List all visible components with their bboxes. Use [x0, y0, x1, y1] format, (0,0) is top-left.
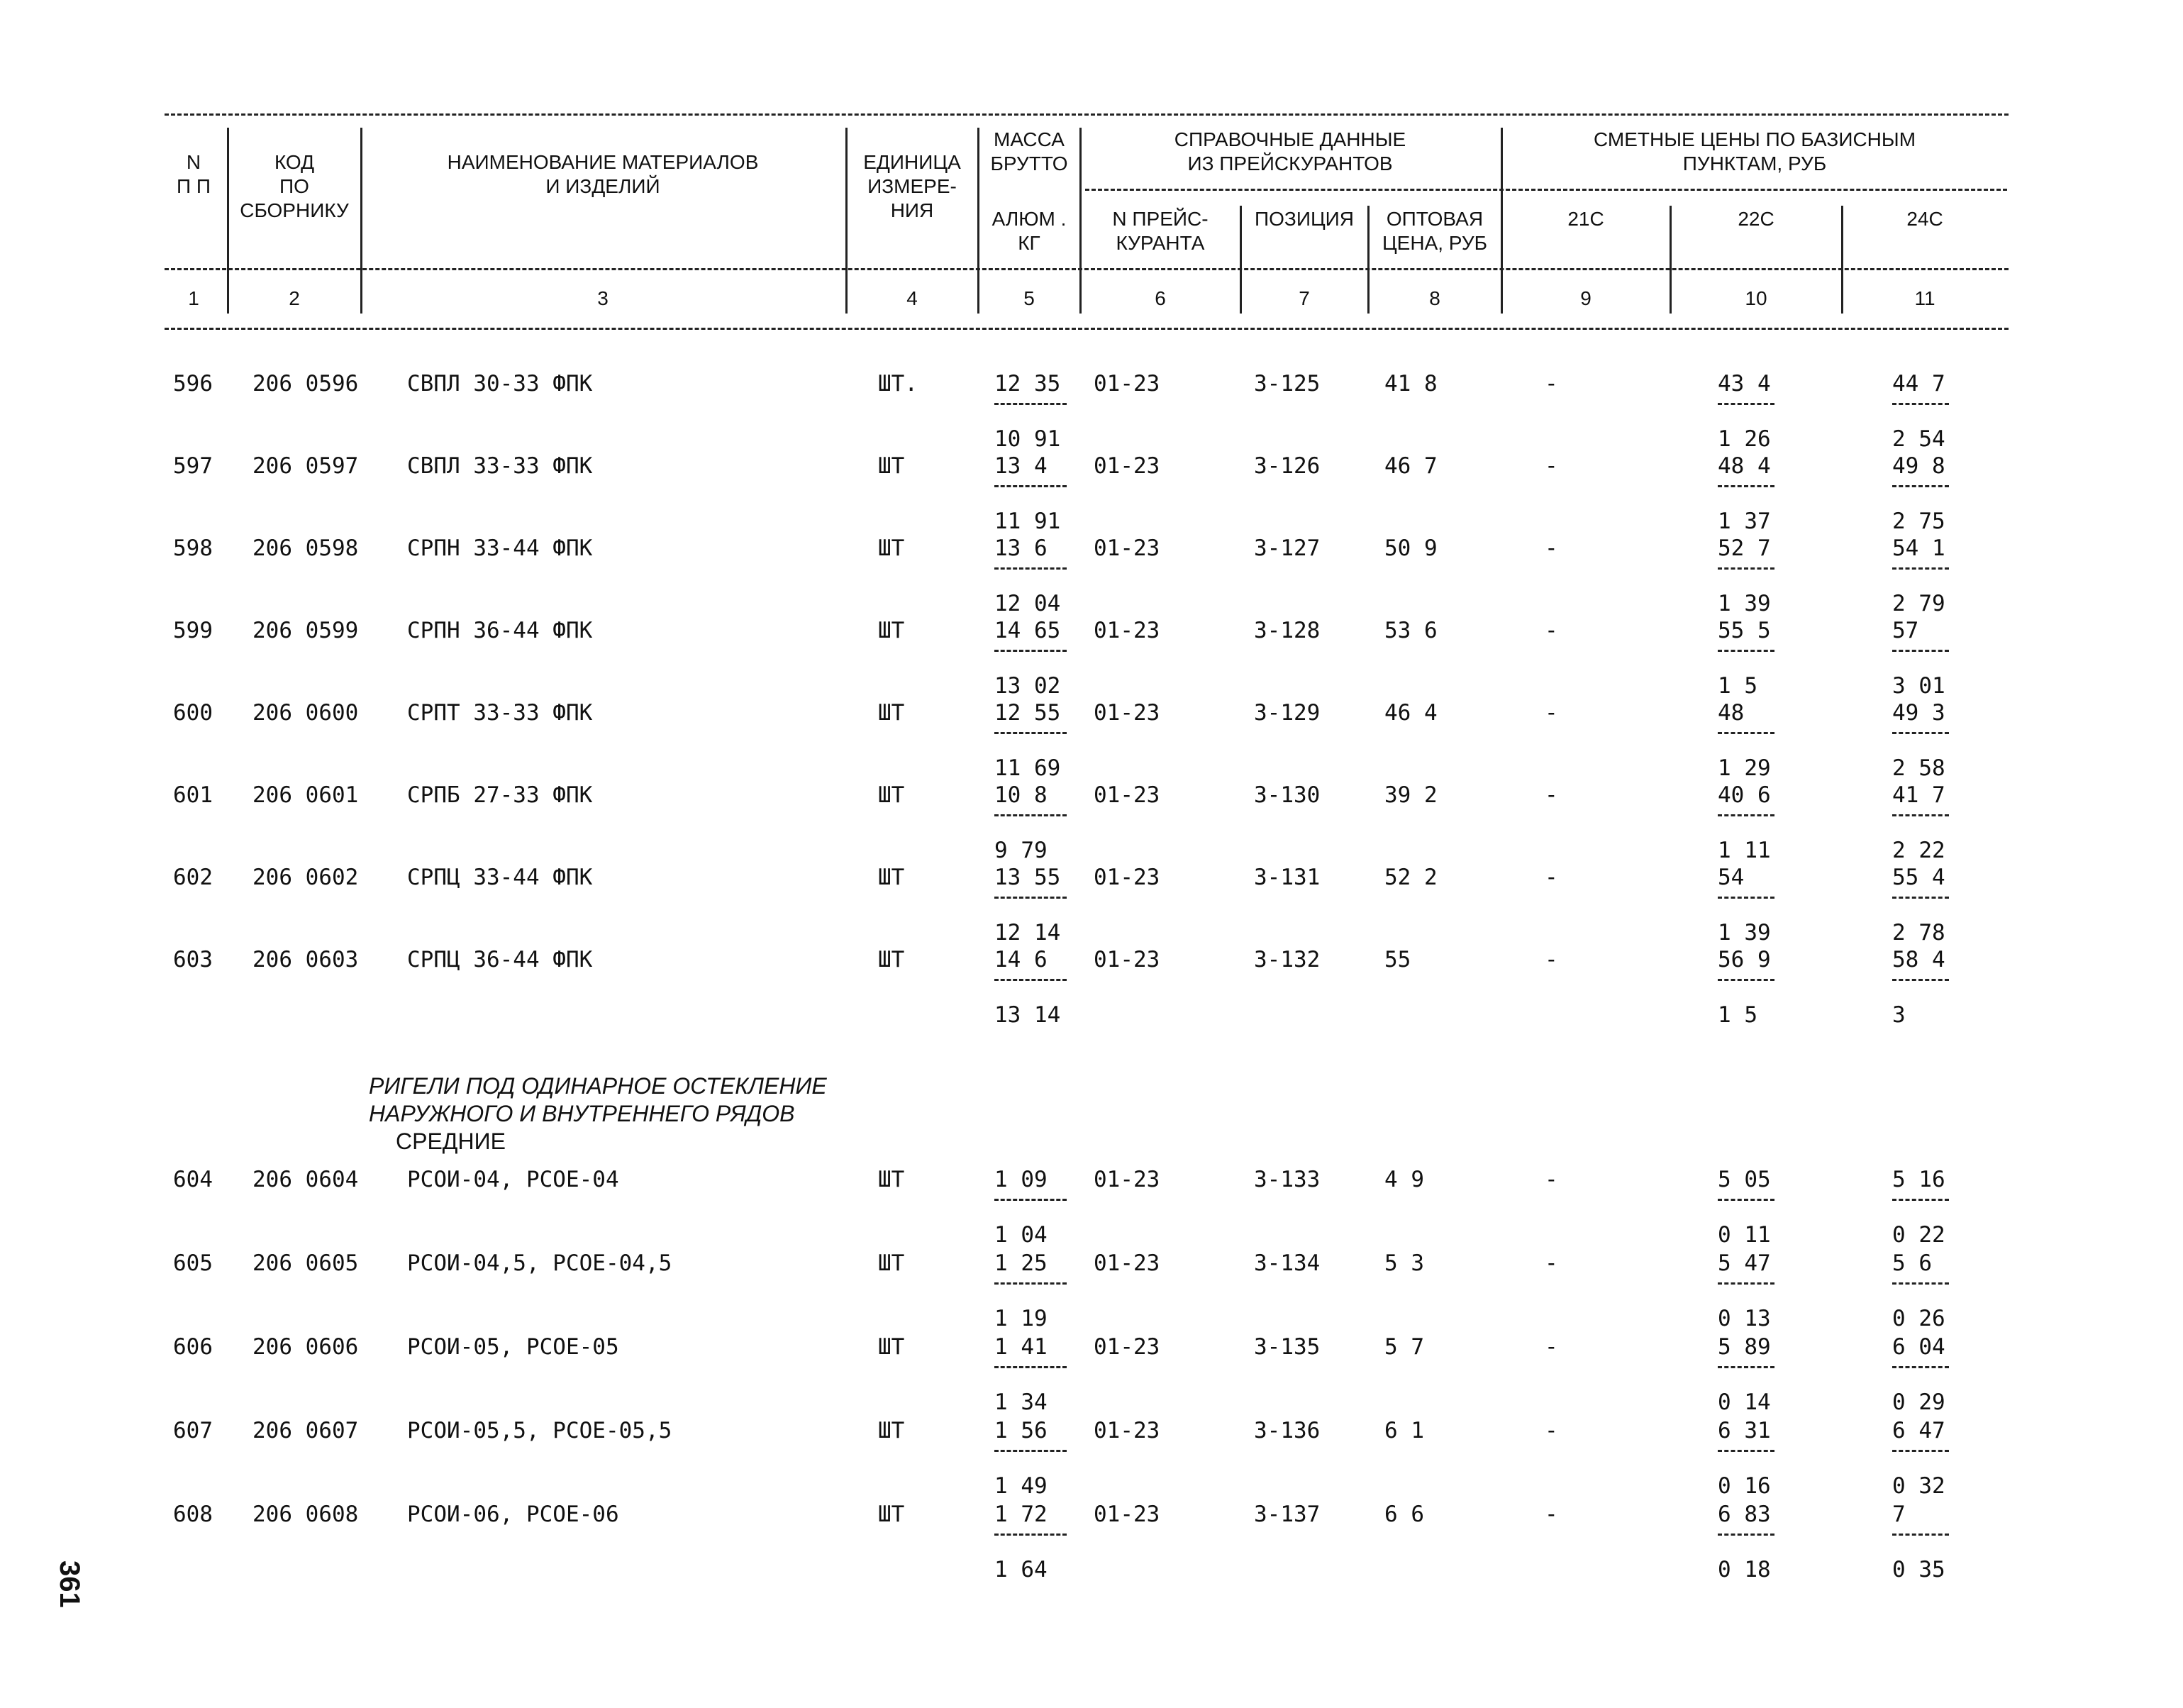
row-number: 596 — [173, 371, 213, 396]
header-col2: КОД ПО СБОРНИКУ — [240, 151, 349, 221]
fraction-rule — [1718, 1534, 1774, 1536]
row-number: 607 — [173, 1418, 213, 1443]
row-mass-alum: 9 79 — [994, 838, 1048, 863]
row-unit: ШТ — [878, 865, 905, 890]
row-mass: 10 8 — [994, 782, 1048, 808]
row-position: 3-126 — [1254, 453, 1321, 479]
row-price-24c: 5 6 — [1892, 1250, 1932, 1276]
row-price-list: 01-23 — [1094, 700, 1160, 726]
row-position: 3-136 — [1254, 1418, 1321, 1443]
row-unit: ШТ — [878, 782, 905, 808]
row-mass: 1 56 — [994, 1418, 1048, 1443]
fraction-rule — [994, 567, 1067, 570]
header-col6: N ПРЕЙС- КУРАНТА — [1112, 208, 1209, 254]
fraction-rule — [994, 403, 1067, 405]
row-price-24c: 6 04 — [1892, 1334, 1945, 1360]
row-wholesale-price: 41 8 — [1384, 371, 1438, 396]
fraction-rule — [1892, 814, 1949, 816]
row-price-list: 01-23 — [1094, 947, 1160, 972]
row-number: 600 — [173, 700, 213, 726]
row-mass-alum: 12 14 — [994, 920, 1061, 946]
row-mass: 14 65 — [994, 618, 1061, 643]
row-mass-alum: 1 49 — [994, 1473, 1048, 1499]
col-number: 5 — [1023, 287, 1035, 309]
row-unit: ШТ — [878, 1167, 905, 1192]
row-mass-alum: 11 69 — [994, 755, 1061, 781]
col-number: 9 — [1580, 287, 1592, 309]
header-top-rule — [165, 113, 2009, 116]
row-mass-alum: 13 14 — [994, 1002, 1061, 1028]
header-col5-top: МАССА БРУТТО — [990, 128, 1068, 174]
row-position: 3-135 — [1254, 1334, 1321, 1360]
fraction-rule — [1718, 1282, 1774, 1285]
row-code: 206 0596 — [252, 371, 359, 396]
row-price-24c: 49 8 — [1892, 453, 1945, 479]
row-price-24c: 58 4 — [1892, 947, 1945, 972]
row-price-list: 01-23 — [1094, 1418, 1160, 1443]
row-mass: 14 6 — [994, 947, 1048, 972]
col-number: 7 — [1299, 287, 1310, 309]
row-price-22c-extra: 1 37 — [1718, 509, 1771, 534]
row-wholesale-price: 55 — [1384, 947, 1411, 972]
row-wholesale-price: 53 6 — [1384, 618, 1438, 643]
row-position: 3-133 — [1254, 1167, 1321, 1192]
row-position: 3-128 — [1254, 618, 1321, 643]
row-price-24c: 7 — [1892, 1502, 1906, 1527]
row-mass-alum: 1 64 — [994, 1557, 1048, 1582]
row-unit: ШТ — [878, 1418, 905, 1443]
row-name: РСОИ-04, РСОЕ-04 — [407, 1167, 619, 1192]
row-price-22c-extra: 0 16 — [1718, 1473, 1771, 1499]
row-unit: ШТ — [878, 1502, 905, 1527]
fraction-rule — [994, 897, 1067, 899]
row-price-22c: 6 31 — [1718, 1418, 1771, 1443]
row-price-21c: - — [1545, 782, 1558, 808]
fraction-rule — [994, 814, 1067, 816]
row-position: 3-134 — [1254, 1250, 1321, 1276]
row-position: 3-131 — [1254, 865, 1321, 890]
fraction-rule — [1718, 650, 1774, 652]
row-code: 206 0600 — [252, 700, 359, 726]
row-unit: ШТ. — [878, 371, 918, 396]
row-wholesale-price: 6 1 — [1384, 1418, 1424, 1443]
row-price-24c-extra: 2 54 — [1892, 426, 1945, 452]
row-unit: ШТ — [878, 453, 905, 479]
row-price-22c-extra: 1 11 — [1718, 838, 1771, 863]
row-price-21c: - — [1545, 700, 1558, 726]
col-number: 1 — [188, 287, 199, 309]
row-number: 606 — [173, 1334, 213, 1360]
row-name: РСОИ-05,5, РСОЕ-05,5 — [407, 1418, 672, 1443]
row-price-22c: 54 — [1718, 865, 1745, 890]
row-price-list: 01-23 — [1094, 1250, 1160, 1276]
fraction-rule — [994, 732, 1067, 734]
header-col11: 24С — [1906, 208, 1943, 230]
row-mass: 13 6 — [994, 536, 1048, 561]
row-mass-alum: 1 19 — [994, 1306, 1048, 1331]
row-position: 3-127 — [1254, 536, 1321, 561]
row-unit: ШТ — [878, 1250, 905, 1276]
row-mass-alum: 13 02 — [994, 673, 1061, 699]
row-wholesale-price: 4 9 — [1384, 1167, 1424, 1192]
row-price-22c: 5 89 — [1718, 1334, 1771, 1360]
row-mass: 1 25 — [994, 1250, 1048, 1276]
row-price-list: 01-23 — [1094, 1167, 1160, 1192]
header-col7: ПОЗИЦИЯ — [1255, 208, 1354, 230]
row-price-list: 01-23 — [1094, 536, 1160, 561]
fraction-rule — [1892, 732, 1949, 734]
row-price-24c: 49 3 — [1892, 700, 1945, 726]
row-price-24c-extra: 0 29 — [1892, 1390, 1945, 1415]
col-number: 10 — [1745, 287, 1767, 309]
row-wholesale-price: 5 3 — [1384, 1250, 1424, 1276]
row-name: РСОИ-04,5, РСОЕ-04,5 — [407, 1250, 672, 1276]
fraction-rule — [994, 1534, 1067, 1536]
fraction-rule — [1892, 897, 1949, 899]
row-price-24c-extra: 3 — [1892, 1002, 1906, 1028]
row-price-22c-extra: 1 29 — [1718, 755, 1771, 781]
row-mass: 12 55 — [994, 700, 1061, 726]
row-code: 206 0607 — [252, 1418, 359, 1443]
row-unit: ШТ — [878, 700, 905, 726]
col-number: 11 — [1914, 287, 1935, 309]
row-price-22c: 43 4 — [1718, 371, 1771, 396]
row-number: 601 — [173, 782, 213, 808]
row-price-24c-extra: 0 26 — [1892, 1306, 1945, 1331]
fraction-rule — [1718, 814, 1774, 816]
row-mass: 1 41 — [994, 1334, 1048, 1360]
fraction-rule — [1892, 485, 1949, 487]
row-price-22c-extra: 0 18 — [1718, 1557, 1771, 1582]
fraction-rule — [1718, 1199, 1774, 1201]
fraction-rule — [1892, 403, 1949, 405]
row-price-22c: 5 47 — [1718, 1250, 1771, 1276]
row-price-22c-extra: 1 5 — [1718, 1002, 1757, 1028]
row-price-24c-extra: 3 01 — [1892, 673, 1945, 699]
row-position: 3-132 — [1254, 947, 1321, 972]
header-group-reference: СПРАВОЧНЫЕ ДАННЫЕ ИЗ ПРЕЙСКУРАНТОВ — [1174, 128, 1406, 174]
row-price-24c: 6 47 — [1892, 1418, 1945, 1443]
row-price-22c: 48 4 — [1718, 453, 1771, 479]
row-price-24c-extra: 2 58 — [1892, 755, 1945, 781]
row-price-24c: 54 1 — [1892, 536, 1945, 561]
row-price-24c-extra: 2 78 — [1892, 920, 1945, 946]
row-price-22c: 48 — [1718, 700, 1745, 726]
page-number: 361 — [54, 1560, 85, 1608]
col-number: 8 — [1429, 287, 1440, 309]
row-price-21c: - — [1545, 536, 1558, 561]
row-price-list: 01-23 — [1094, 618, 1160, 643]
fraction-rule — [994, 1450, 1067, 1452]
fraction-rule — [1718, 732, 1774, 734]
row-wholesale-price: 50 9 — [1384, 536, 1438, 561]
row-code: 206 0605 — [252, 1250, 359, 1276]
row-name: СРПТ 33-33 ФПК — [407, 700, 593, 726]
row-price-list: 01-23 — [1094, 1334, 1160, 1360]
row-code: 206 0608 — [252, 1502, 359, 1527]
row-price-24c: 44 7 — [1892, 371, 1945, 396]
row-wholesale-price: 5 7 — [1384, 1334, 1424, 1360]
row-mass-alum: 11 91 — [994, 509, 1061, 534]
row-unit: ШТ — [878, 618, 905, 643]
row-price-21c: - — [1545, 947, 1558, 972]
row-mass: 13 4 — [994, 453, 1048, 479]
fraction-rule — [1718, 897, 1774, 899]
header-col1: N П П — [176, 151, 211, 197]
row-price-21c: - — [1545, 865, 1558, 890]
header-col8: ОПТОВАЯ ЦЕНА, РУБ — [1382, 208, 1488, 254]
col-number: 6 — [1155, 287, 1166, 309]
fraction-rule — [1718, 403, 1774, 405]
row-price-list: 01-23 — [1094, 453, 1160, 479]
row-name: РСОИ-05, РСОЕ-05 — [407, 1334, 619, 1360]
row-mass: 1 72 — [994, 1502, 1048, 1527]
header-col9: 21С — [1567, 208, 1604, 230]
row-price-21c: - — [1545, 618, 1558, 643]
fraction-rule — [1892, 1199, 1949, 1201]
row-name: СРПБ 27-33 ФПК — [407, 782, 593, 808]
row-price-21c: - — [1545, 1250, 1558, 1276]
row-mass-alum: 1 34 — [994, 1390, 1048, 1415]
row-mass: 12 35 — [994, 371, 1061, 396]
row-price-21c: - — [1545, 1334, 1558, 1360]
fraction-rule — [1892, 1534, 1949, 1536]
row-price-24c-extra: 2 22 — [1892, 838, 1945, 863]
row-price-list: 01-23 — [1094, 782, 1160, 808]
row-code: 206 0606 — [252, 1334, 359, 1360]
row-price-22c-extra: 0 13 — [1718, 1306, 1771, 1331]
row-price-22c: 52 7 — [1718, 536, 1771, 561]
header-bottom-rule — [165, 328, 2009, 330]
row-number: 597 — [173, 453, 213, 479]
row-price-24c-extra: 2 75 — [1892, 509, 1945, 534]
fraction-rule — [1718, 567, 1774, 570]
row-number: 603 — [173, 947, 213, 972]
row-price-22c-extra: 1 39 — [1718, 591, 1771, 616]
row-price-24c-extra: 0 32 — [1892, 1473, 1945, 1499]
row-price-24c-extra: 2 79 — [1892, 591, 1945, 616]
col-number: 4 — [906, 287, 918, 309]
section-subtitle: СРЕДНИЕ — [396, 1128, 506, 1154]
fraction-rule — [994, 485, 1067, 487]
header-group-estimates: СМЕТНЫЕ ЦЕНЫ ПО БАЗИСНЫМ ПУНКТАМ, РУБ — [1593, 128, 1916, 174]
section-title: РИГЕЛИ ПОД ОДИНАРНОЕ ОСТЕКЛЕНИЕ НАРУЖНОГО И ВНУТРЕННЕГО РЯДОВ — [369, 1073, 827, 1126]
row-price-24c-extra: 0 35 — [1892, 1557, 1945, 1582]
row-number: 599 — [173, 618, 213, 643]
row-price-22c: 55 5 — [1718, 618, 1771, 643]
row-price-22c: 40 6 — [1718, 782, 1771, 808]
row-wholesale-price: 46 4 — [1384, 700, 1438, 726]
row-name: СВПЛ 33-33 ФПК — [407, 453, 593, 479]
row-price-list: 01-23 — [1094, 1502, 1160, 1527]
row-price-21c: - — [1545, 1502, 1558, 1527]
header-col3: НАИМЕНОВАНИЕ МАТЕРИАЛОВ И ИЗДЕЛИЙ — [447, 151, 759, 197]
row-wholesale-price: 6 6 — [1384, 1502, 1424, 1527]
fraction-rule — [1718, 979, 1774, 981]
row-number: 602 — [173, 865, 213, 890]
row-name: РСОИ-06, РСОЕ-06 — [407, 1502, 619, 1527]
fraction-rule — [1892, 1366, 1949, 1368]
row-mass-alum: 10 91 — [994, 426, 1061, 452]
row-price-21c: - — [1545, 371, 1558, 396]
row-mass: 13 55 — [994, 865, 1061, 890]
row-price-22c: 5 05 — [1718, 1167, 1771, 1192]
row-position: 3-125 — [1254, 371, 1321, 396]
row-wholesale-price: 46 7 — [1384, 453, 1438, 479]
row-price-21c: - — [1545, 1418, 1558, 1443]
fraction-rule — [994, 1199, 1067, 1201]
row-price-22c: 56 9 — [1718, 947, 1771, 972]
row-price-22c-extra: 1 5 — [1718, 673, 1757, 699]
row-position: 3-137 — [1254, 1502, 1321, 1527]
row-wholesale-price: 52 2 — [1384, 865, 1438, 890]
row-code: 206 0604 — [252, 1167, 359, 1192]
row-mass-alum: 1 04 — [994, 1222, 1048, 1248]
fraction-rule — [994, 979, 1067, 981]
fraction-rule — [1892, 567, 1949, 570]
row-price-22c-extra: 1 39 — [1718, 920, 1771, 946]
row-name: СРПЦ 36-44 ФПК — [407, 947, 593, 972]
row-number: 605 — [173, 1250, 213, 1276]
header-mid-rule — [1085, 189, 2007, 191]
row-wholesale-price: 39 2 — [1384, 782, 1438, 808]
row-price-21c: - — [1545, 1167, 1558, 1192]
row-code: 206 0603 — [252, 947, 359, 972]
row-mass: 1 09 — [994, 1167, 1048, 1192]
row-name: СВПЛ 30-33 ФПК — [407, 371, 593, 396]
row-unit: ШТ — [878, 947, 905, 972]
row-code: 206 0602 — [252, 865, 359, 890]
col-number: 3 — [597, 287, 609, 309]
row-price-24c: 57 — [1892, 618, 1919, 643]
row-code: 206 0599 — [252, 618, 359, 643]
row-number: 598 — [173, 536, 213, 561]
header-col4: ЕДИНИЦА ИЗМЕРЕ- НИЯ — [863, 151, 961, 221]
row-price-22c-extra: 0 11 — [1718, 1222, 1771, 1248]
row-unit: ШТ — [878, 1334, 905, 1360]
row-name: СРПН 36-44 ФПК — [407, 618, 593, 643]
row-name: СРПН 33-44 ФПК — [407, 536, 593, 561]
row-price-21c: - — [1545, 453, 1558, 479]
fraction-rule — [1892, 979, 1949, 981]
row-price-list: 01-23 — [1094, 371, 1160, 396]
fraction-rule — [1892, 1282, 1949, 1285]
row-name: СРПЦ 33-44 ФПК — [407, 865, 593, 890]
row-number: 608 — [173, 1502, 213, 1527]
fraction-rule — [1718, 1450, 1774, 1452]
fraction-rule — [994, 650, 1067, 652]
row-price-22c-extra: 0 14 — [1718, 1390, 1771, 1415]
row-price-24c-extra: 0 22 — [1892, 1222, 1945, 1248]
fraction-rule — [994, 1282, 1067, 1285]
row-code: 206 0598 — [252, 536, 359, 561]
row-number: 604 — [173, 1167, 213, 1192]
row-price-24c: 55 4 — [1892, 865, 1945, 890]
row-price-22c-extra: 1 26 — [1718, 426, 1771, 452]
header-col10: 22С — [1738, 208, 1774, 230]
row-price-list: 01-23 — [1094, 865, 1160, 890]
fraction-rule — [1718, 485, 1774, 487]
row-price-22c: 6 83 — [1718, 1502, 1771, 1527]
header-sub-rule — [165, 268, 2009, 270]
row-code: 206 0597 — [252, 453, 359, 479]
fraction-rule — [1718, 1366, 1774, 1368]
fraction-rule — [1892, 650, 1949, 652]
col-number: 2 — [289, 287, 300, 309]
row-unit: ШТ — [878, 536, 905, 561]
row-code: 206 0601 — [252, 782, 359, 808]
fraction-rule — [1892, 1450, 1949, 1452]
row-position: 3-130 — [1254, 782, 1321, 808]
fraction-rule — [994, 1366, 1067, 1368]
row-price-24c: 41 7 — [1892, 782, 1945, 808]
row-mass-alum: 12 04 — [994, 591, 1061, 616]
header-col5-bottom: АЛЮМ . КГ — [991, 208, 1067, 254]
row-price-24c: 5 16 — [1892, 1167, 1945, 1192]
row-position: 3-129 — [1254, 700, 1321, 726]
